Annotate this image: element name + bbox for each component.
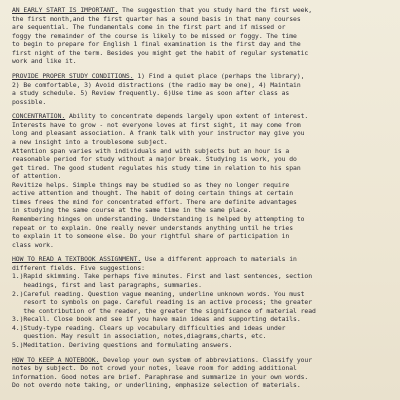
text-line: first night of the term. Besides you might get the habit of regular systematic [12, 48, 309, 57]
section-heading: HOW TO READ A TEXTBOOK ASSIGNMENT. [12, 255, 142, 264]
section-concentration: CONCENTRATION. Ability to concentrate depends largely upon extent of interest. Interests have to grow - not everyone loves at first sight, it may come from long and pleasant association. A frank talk with your instructor may give you a new insight into a troublesome subject. Attention span varies with individuals and with subjects but an hour is a reasonable period for study without a major break. Studying is work, you do get tired. The good student regulates his study time in relation to his span of attention. Revitize helps. Simple things may be studied so as they no longer require active attention and thought. The habit of doing certain things at certain times frees the mind for concentrated effort. There are definite advantages in studying the same course at the same time in the same place. Remembering hinges on understanding. Understanding is helped by attempting to repeat or to explain. One really never understands anything until he tries to explain it to someone else. Do your rightful share of participation in class work. [12, 112, 394, 249]
study-guide-text [12, 6, 394, 396]
text-line: of attention. [12, 172, 62, 181]
text-line: Attention span varies with individuals and with subjects but an hour is a [12, 146, 290, 155]
text-line: 2.)Careful reading. Question vague meaning, underline unknown words. You must [12, 289, 305, 298]
section-heading: HOW TO KEEP A NOTEBOOK. [12, 355, 100, 364]
text-line: 2) Be comfortable, 3) Avoid distractions (the radio may be one), 4) Maintain [12, 80, 301, 89]
text-line: 5.)Meditation. Deriving questions and formulating answers. [12, 340, 233, 349]
text-line: notes by subject. Do not crowd your notes, leave room for adding additional [12, 364, 297, 373]
text-line: the contribution of the reader, the greater the significance of material read [12, 306, 316, 315]
text-line: possible. [12, 97, 47, 106]
section-early-start: AN EARLY START IS IMPORTANT. The suggestion that you study hard the first week, the first month,and the first quarter has a sound basis in that many courses are sequential. The fundamentals come in the first part and if missed or foggy the remainder of the course is likely to be missed or foggy. The time to begin to prepare for English 1 final examination is the first day and the first night of the term. Besides you might get the habit of regular systematic work and like it. [12, 6, 394, 66]
text-line: long and pleasant association. A frank talk with your instructor may give you [12, 129, 305, 138]
text-line: Revitize helps. Simple things may be studied so as they no longer require [12, 180, 290, 189]
text-line: get tired. The good student regulates his study time in relation to his span [12, 163, 301, 172]
text-line: headings, first and last paragraphs, summaries. [12, 280, 202, 289]
section-heading: CONCENTRATION. [12, 112, 66, 121]
text-line: to begin to prepare for English 1 final examination is the first day and the [12, 40, 301, 49]
text-line: reasonable period for study without a major break. Studying is work, you do [12, 155, 297, 164]
section-heading: PROVIDE PROPER STUDY CONDITIONS. [12, 72, 134, 81]
section-study-conditions: PROVIDE PROPER STUDY CONDITIONS. 1) Find a quiet place (perhaps the library), 2) Be comfortable, 3) Avoid distractions (the radio may be one), 4) Maintain a study schedule. 5) Review frequently. 6)Use time as soon after class as possible. [12, 72, 394, 106]
text-line: active attention and thought. The habit of doing certain things at certain [12, 189, 294, 198]
text-line: in studying the same course at the same time in the same place. [12, 206, 252, 215]
text-line: 1.)Rapid skimming. Take perhaps five minutes. First and last sentences, section [12, 272, 313, 281]
section-read-textbook: HOW TO READ A TEXTBOOK ASSIGNMENT. Use a different approach to materials in different fields. Five suggestions: 1.)Rapid skimming. Take perhaps five minutes. First and last sentences, section headings, first and last paragraphs, summaries. 2.)Careful reading. Question vague meaning, underline unknown words. You must resort to symbols on page. Careful reading is an active process; the greater the contribution of the reader, the greater the significance of material read 3.)Recall. Close book and see if you have main ideas and supporting details. 4.)Study-type reading. Clears up vocabulary difficulties and ideas under question. May result in association, notes,diagrams,charts, etc. 5.)Meditation. Deriving questions and formulating answers. [12, 255, 394, 349]
text-line: work and like it. [12, 57, 77, 66]
text-line: are sequential. The fundamentals come in the first part and if missed or [12, 23, 286, 32]
section-heading: AN EARLY START IS IMPORTANT. [12, 6, 119, 14]
text-line: a new insight into a troublesome subject. [12, 138, 168, 147]
text-line: 3.)Recall. Close book and see if you have main ideas and supporting details. [12, 315, 301, 324]
text-line: 4.)Study-type reading. Clears up vocabulary difficulties and ideas under [12, 323, 286, 332]
text-line: resort to symbols on page. Careful reading is an active process; the greater [12, 298, 313, 307]
text-line: foggy the remainder of the course is likely to be missed or foggy. The time [12, 31, 297, 40]
section-notebook: HOW TO KEEP A NOTEBOOK. Develop your own system of abbreviations. Classify your notes by subject. Do not crowd your notes, leave room for adding additional information. Good notes are brief. Paraphrase and summarize in your own words. Do not overdo note taking, or underlining, emphasize selection of materials. [12, 356, 394, 390]
text-line: Interests have to grow - not everyone loves at first sight, it may come from [12, 120, 301, 129]
text-line: the first month,and the first quarter has a sound basis in that many courses [12, 14, 301, 23]
text-line: times frees the mind for concentrated effort. There are definite advantages [12, 197, 297, 206]
text-line: to explain it to someone else. Do your rightful share of participation in [12, 232, 290, 241]
text-line: different fields. Five suggestions: [12, 263, 145, 272]
text-line: Do not overdo note taking, or underlining, emphasize selection of materials. [12, 381, 301, 390]
text-line: question. May result in association, notes,diagrams,charts, etc. [12, 332, 267, 341]
text-line: information. Good notes are brief. Paraphrase and summarize in your own words. [12, 372, 309, 381]
text-line: Remembering hinges on understanding. Understanding is helped by attempting to [12, 214, 305, 223]
text-line: class work. [12, 240, 54, 249]
text-line: repeat or to explain. One really never understands anything until he tries [12, 223, 294, 232]
text-line: a study schedule. 5) Review frequently. 6)Use time as soon after class as [12, 89, 290, 98]
